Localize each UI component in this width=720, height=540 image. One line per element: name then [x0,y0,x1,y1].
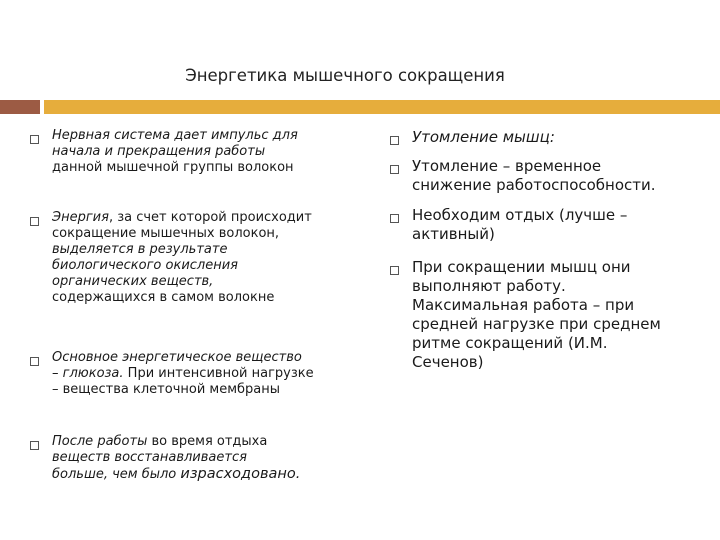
item-text: Утомление – временное [412,157,602,175]
item-text: Сеченов) [412,353,484,371]
item-text: При сокращении мышц они [412,258,631,276]
item-text: средней нагрузке при среднем [412,315,661,333]
item-text: Утомление мышц: [412,128,555,146]
item-text: активный) [412,225,495,243]
item-text: содержащихся в самом волокне [52,290,275,305]
item-text: израсходовано. [180,466,301,482]
item-text: – вещества клеточной мембраны [52,382,281,397]
item-text: выполняют работу. [412,277,566,295]
item-text: биологического окисления [52,258,238,273]
left-item-energy [28,210,382,306]
divider-accent-main [44,100,720,114]
item-text: во время отдыха [147,434,268,449]
title-divider-bar [0,100,720,114]
item-text: веществ восстанавливается [52,450,247,465]
right-item-fatigue-definition [388,157,712,195]
item-text: Энергия [52,210,109,225]
item-text: сокращение мышечных волокон, [52,226,280,241]
item-text: данной мышечной группы волокон [52,160,294,175]
square-bullet-icon [390,165,399,174]
item-text: выделяется в результате [52,242,228,257]
item-text: Максимальная работа – при [412,296,635,314]
square-bullet-icon [390,266,399,275]
left-item-after-work [28,434,382,483]
item-text: Необходим отдых (лучше – [412,206,628,224]
divider-accent-left [0,100,40,114]
item-text: Нервная система дает импульс для [52,128,298,143]
item-text: органических веществ, [52,274,214,289]
slide-title: Энергетика мышечного сокращения [185,66,505,85]
item-text: – глюкоза. [52,366,124,381]
item-text: ритме сокращений (И.М. [412,334,608,352]
right-item-fatigue-heading [388,128,712,147]
item-text: При интенсивной нагрузке [123,366,314,381]
item-text: После работы [52,434,148,449]
square-bullet-icon [30,135,39,144]
square-bullet-icon [390,136,399,145]
square-bullet-icon [30,441,39,450]
item-text: , за счет которой происходит [108,210,312,225]
square-bullet-icon [30,217,39,226]
item-text: снижение работоспособности. [412,176,656,194]
left-item-glucose [28,350,382,398]
square-bullet-icon [30,357,39,366]
item-text: начала и прекращения работы [52,144,266,159]
left-item-nervous-system [28,128,382,176]
item-text: Основное энергетическое вещество [52,350,302,365]
item-text: больше, чем было [52,467,181,482]
right-item-max-work [388,258,712,372]
right-item-rest-needed [388,206,712,244]
square-bullet-icon [390,214,399,223]
